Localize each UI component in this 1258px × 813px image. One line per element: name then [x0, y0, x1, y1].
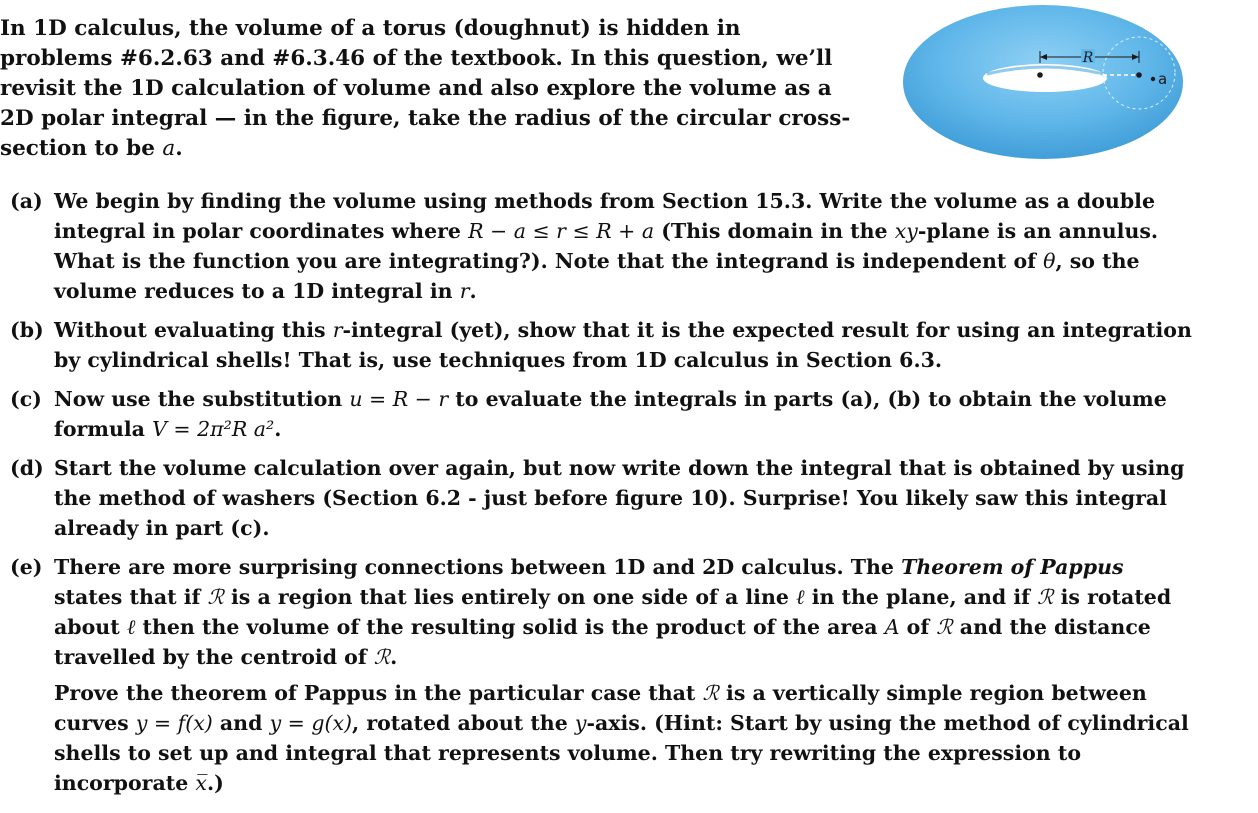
part-e-text — [54, 552, 1194, 804]
part-c-text-1: Now use the substitution — [54, 387, 350, 411]
part-e-paragraph-2 — [54, 678, 1194, 798]
center-point — [1037, 72, 1043, 78]
part-d-text-1: Start the volume calculation over again, but now write down the integral that is obtained by using the method of washers (Section 6.2 - just before figure 10). Surprise! You likely saw this integral already in part (c). — [54, 456, 1185, 540]
part-b-math-r: r — [332, 318, 343, 342]
part-e-p1-text-6: then the volume of the resulting solid is the product of the area — [135, 615, 885, 639]
part-a-math-r: r — [459, 279, 470, 303]
part-e-p1-text-5: is rotated about — [54, 585, 1172, 639]
part-d-label: (d) — [10, 456, 44, 480]
a-label: a — [1158, 70, 1168, 88]
R-label: R — [1082, 50, 1094, 66]
part-e-p2-math-4: y — [574, 711, 587, 735]
part-e-p1-text-3: is a region that lies entirely on one side of a line — [223, 585, 797, 609]
part-e-p1-text-8: and the distance travelled by the centroid of — [54, 615, 1151, 669]
part-d-text — [54, 453, 1194, 543]
torus-figure — [895, 0, 1195, 165]
part-c-text-2: to evaluate the integrals in parts (a), (b) to obtain the volume formula — [54, 387, 1167, 441]
question-parts — [10, 186, 1194, 813]
part-e-p2-text-4: , rotated about the — [352, 711, 575, 735]
part-e-p2-text-5: -axis. (Hint: Start by using the method of cylindrical shells to set up and integral that represents volume. Then try rewriting the expression to incorporate — [54, 711, 1189, 795]
intro-paragraph — [0, 14, 860, 164]
part-a-text-5: . — [469, 279, 477, 303]
part-b-text — [54, 315, 1194, 375]
radius-end-point — [1151, 77, 1155, 81]
part-e-p1-math-5: A — [884, 615, 900, 639]
part-e-p1-math-3: ℛ — [1037, 585, 1054, 609]
part-e-label: (e) — [10, 555, 43, 579]
part-a-math-bounds: R − a ≤ r ≤ R + a — [468, 219, 655, 243]
part-e-p1-math-1: ℛ — [207, 585, 224, 609]
intro-text-end: . — [175, 136, 183, 161]
part-e-p2-text-6: .) — [206, 771, 224, 795]
part-a-text-4: , so the volume reduces to a 1D integral in — [54, 249, 1140, 303]
theorem-of-pappus-name: Theorem of Pappus — [901, 555, 1124, 579]
part-e-p2-text-2: is a vertically simple region between curves — [54, 681, 1147, 735]
part-a-text — [54, 186, 1194, 306]
part-c-math-substitution: u = R − r — [349, 387, 449, 411]
part-e-p2-math-2: y = f(x) — [135, 711, 213, 735]
intro-text: In 1D calculus, the volume of a torus (doughnut) is hidden in problems #6.2.63 and #6.3.46 of the textbook. In this question, we’ll revisit the 1D calculation of volume and also explore the volume as a 2D polar integral — in the figure, take the radius of the circular cross-section to be — [0, 16, 851, 161]
part-a-math-theta: θ — [1043, 249, 1056, 273]
part-e-p1-text-1: There are more surprising connections between 1D and 2D calculus. The — [54, 555, 902, 579]
part-b-text-1: Without evaluating this — [54, 318, 333, 342]
part-e-p1-text-4: in the plane, and if — [804, 585, 1038, 609]
part-c-text-3: . — [274, 417, 282, 441]
part-e-p2-math-5: x̅ — [195, 771, 207, 795]
part-a-math-xy: xy — [894, 219, 918, 243]
part-e-p1-text-7: of — [899, 615, 937, 639]
part-e-p2-math-1: ℛ — [702, 681, 719, 705]
part-e-p2-math-3: y = g(x) — [269, 711, 353, 735]
part-c-label: (c) — [10, 387, 42, 411]
part-e-p1-math-2: ℓ — [796, 585, 805, 609]
part-e-p1-text-2: states that if — [54, 585, 208, 609]
part-b-text-2: -integral (yet), show that it is the expected result for using an integration by cylindrical shells! That is, use techniques from 1D calculus in Section 6.3. — [54, 318, 1192, 372]
part-a — [10, 186, 1194, 306]
part-e-p1-text-9: . — [390, 645, 398, 669]
tube-center-point — [1136, 72, 1142, 78]
part-c-math-volume-formula: V = 2π²R a² — [152, 417, 275, 441]
part-e-p2-text-3: and — [212, 711, 270, 735]
part-e-paragraph-1 — [54, 552, 1194, 672]
part-b — [10, 315, 1194, 375]
part-e-p1-math-7: ℛ — [373, 645, 391, 669]
part-a-text-2: (This domain in the — [654, 219, 895, 243]
part-e — [10, 552, 1194, 804]
part-e-p2-text-1: Prove the theorem of Pappus in the particular case that — [54, 681, 703, 705]
part-d — [10, 453, 1194, 543]
part-a-text-3: -plane is an annulus. What is the function you are integrating?). Note that the integrand is independent of — [54, 219, 1159, 273]
part-a-text-1: We begin by finding the volume using methods from Section 15.3. Write the volume as a double integral in polar coordinates where — [54, 189, 1155, 243]
torus-illustration — [895, 0, 1195, 165]
part-c-text — [54, 384, 1194, 444]
intro-math-a: a — [162, 136, 176, 161]
part-e-p1-math-6: ℛ — [936, 615, 953, 639]
part-a-label: (a) — [10, 189, 43, 213]
part-e-p1-math-4: ℓ — [126, 615, 136, 639]
part-c — [10, 384, 1194, 444]
part-b-label: (b) — [10, 318, 44, 342]
